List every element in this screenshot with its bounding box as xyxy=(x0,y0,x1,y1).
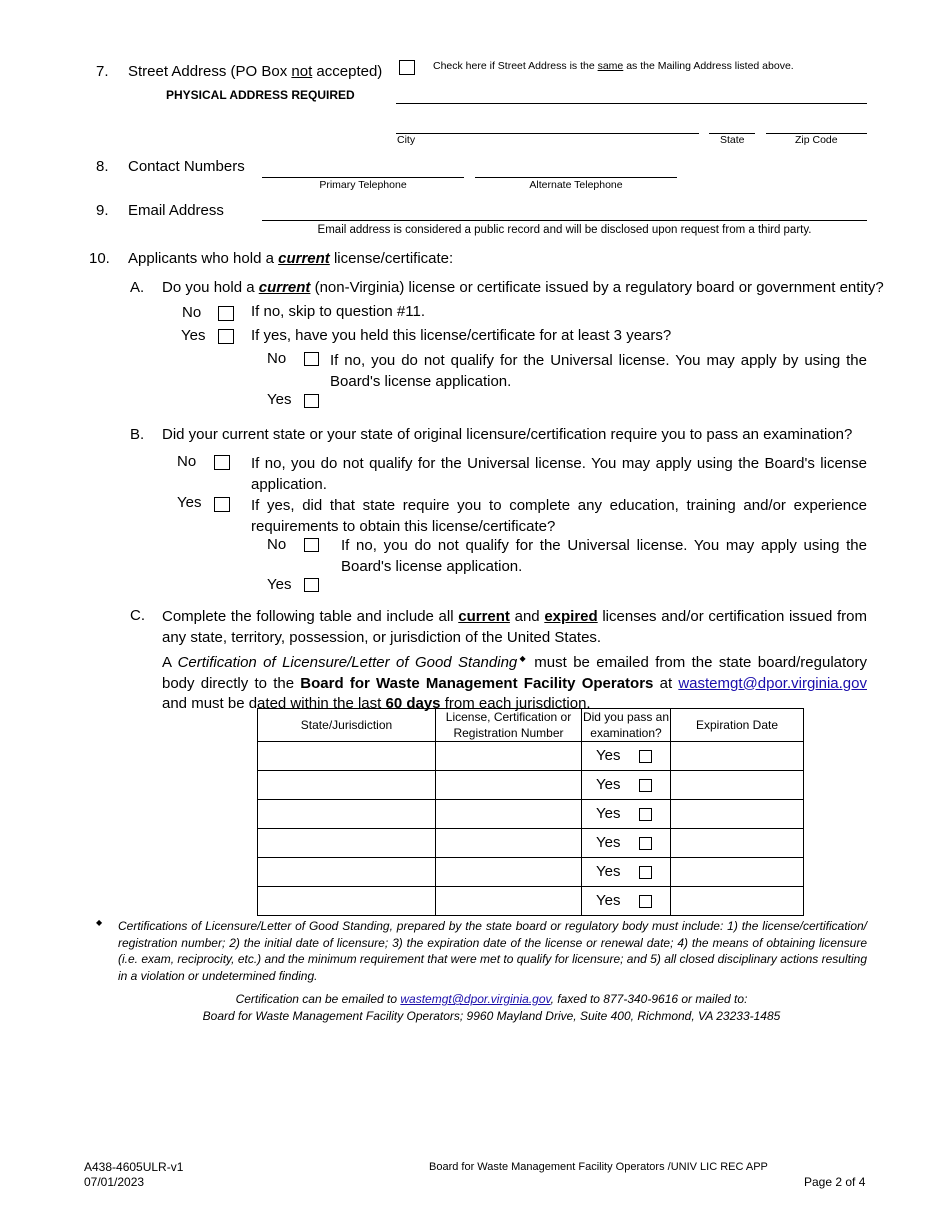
expiration-cell[interactable] xyxy=(671,800,804,829)
header-state: State/Jurisdiction xyxy=(258,709,436,742)
q10b-sub-no-label: No xyxy=(267,536,287,553)
table-row xyxy=(258,800,804,829)
header-exam: Did you pass an examination? xyxy=(582,710,670,740)
zip-label: Zip Code xyxy=(795,134,838,146)
email-field[interactable] xyxy=(262,220,867,221)
q10a-sub-no-text: If no, you do not qualify for the Universal license. You may apply by using the Board's license application. xyxy=(330,352,867,390)
board-email-link[interactable]: wastemgt@dpor.virginia.gov xyxy=(678,674,867,692)
q10b-no-label: No xyxy=(177,453,197,470)
header-license-number: License, Certification or Registration Number xyxy=(436,709,582,742)
q9-number: 9. xyxy=(96,202,109,219)
q10a-sub-yes-label: Yes xyxy=(267,391,292,408)
license-number-cell[interactable] xyxy=(436,858,582,887)
footer-center: Board for Waste Management Facility Operators /UNIV LIC REC APP xyxy=(429,1161,768,1173)
diamond-icon: ◆ xyxy=(517,654,528,663)
exam-yes-checkbox[interactable] xyxy=(639,779,652,792)
q10c-paragraph-1: Complete the following table and include all current and expired licenses and/or certification issued from any state, territory, possession, or jurisdiction of the United States. xyxy=(162,608,867,646)
q10a-no-text: If no, skip to question #11. xyxy=(251,303,426,320)
table-row xyxy=(258,887,804,916)
q10b-question: Did your current state or your state of original licensure/certification require you to pass an examination? xyxy=(162,426,853,443)
expiration-cell[interactable] xyxy=(671,858,804,887)
table-header-row xyxy=(258,709,804,742)
header-expiration: Expiration Date xyxy=(671,709,804,742)
exam-cell: Yes xyxy=(582,771,671,800)
same-address-label: Check here if Street Address is the same as the Mailing Address listed above. xyxy=(433,60,794,72)
q10a-sub-no-label: No xyxy=(267,350,287,367)
exam-cell: Yes xyxy=(582,742,671,771)
q10b-sub-yes-checkbox[interactable] xyxy=(304,578,319,592)
table-row xyxy=(258,742,804,771)
expiration-cell[interactable] xyxy=(671,829,804,858)
q10-number: 10. xyxy=(89,250,110,267)
q10-label: Applicants who hold a current license/certificate: xyxy=(128,250,454,267)
q10b-yes-label: Yes xyxy=(177,494,202,511)
primary-telephone-label: Primary Telephone xyxy=(319,179,407,191)
q10a-question: Do you hold a current (non-Virginia) license or certificate issued by a regulatory board or government entity? xyxy=(162,279,884,296)
footnote-address: Board for Waste Management Facility Operators; 9960 Mayland Drive, Suite 400, Richmond, VA 23233-1485 xyxy=(202,1009,781,1023)
exam-cell: Yes xyxy=(582,829,671,858)
q10a-no-checkbox[interactable] xyxy=(218,306,234,321)
q9-label: Email Address xyxy=(128,202,224,219)
table-row xyxy=(258,858,804,887)
state-cell[interactable] xyxy=(258,829,436,858)
alternate-telephone-field[interactable] xyxy=(475,177,677,178)
table-row xyxy=(258,829,804,858)
alternate-telephone-label: Alternate Telephone xyxy=(529,179,623,191)
table-row xyxy=(258,771,804,800)
license-number-cell[interactable] xyxy=(436,829,582,858)
exam-yes-checkbox[interactable] xyxy=(639,837,652,850)
form-date: 07/01/2023 xyxy=(84,1175,145,1189)
q10b-no-checkbox[interactable] xyxy=(214,455,230,470)
license-table xyxy=(257,708,804,916)
city-field[interactable] xyxy=(396,133,699,134)
state-cell[interactable] xyxy=(258,800,436,829)
city-label: City xyxy=(397,134,416,146)
state-cell[interactable] xyxy=(258,742,436,771)
expiration-cell[interactable] xyxy=(671,771,804,800)
state-cell[interactable] xyxy=(258,771,436,800)
page-number: Page 2 of 4 xyxy=(804,1175,866,1189)
state-label: State xyxy=(720,134,745,146)
q10a-letter: A. xyxy=(130,279,145,296)
q7-label: Street Address (PO Box not accepted) xyxy=(128,63,383,80)
footnote-email-line: Certification can be emailed to wastemgt@dpor.virginia.gov, faxed to 877-340-9616 or mailed to: xyxy=(235,992,748,1006)
q10c-paragraph-2: A Certification of Licensure/Letter of Good Standing◆ must be emailed from the state board/regulatory body directly to the Board for Waste Management Facility Operators at wastemgt@dpor.virginia.gov and must be dated within the last 60 days from each jurisdiction. xyxy=(162,654,867,712)
license-number-cell[interactable] xyxy=(436,771,582,800)
license-number-cell[interactable] xyxy=(436,887,582,916)
exam-yes-checkbox[interactable] xyxy=(639,866,652,879)
q10c-letter: C. xyxy=(130,607,145,624)
footnote-bullet-icon: ◆ xyxy=(96,918,103,927)
expiration-cell[interactable] xyxy=(671,742,804,771)
email-note: Email address is considered a public record and will be disclosed upon request from a third party. xyxy=(317,224,812,236)
footnote-email-link[interactable]: wastemgt@dpor.virginia.gov xyxy=(400,992,551,1006)
exam-cell: Yes xyxy=(582,858,671,887)
primary-telephone-field[interactable] xyxy=(262,177,464,178)
q10b-yes-checkbox[interactable] xyxy=(214,497,230,512)
q10a-yes-checkbox[interactable] xyxy=(218,329,234,344)
exam-yes-checkbox[interactable] xyxy=(639,750,652,763)
exam-yes-checkbox[interactable] xyxy=(639,808,652,821)
expiration-cell[interactable] xyxy=(671,887,804,916)
state-cell[interactable] xyxy=(258,887,436,916)
q8-label: Contact Numbers xyxy=(128,158,245,175)
q8-number: 8. xyxy=(96,158,109,175)
q10b-yes-text: If yes, did that state require you to complete any education, training and/or experience requirements to obtain this license/certificate? xyxy=(251,497,867,535)
same-address-checkbox[interactable] xyxy=(399,60,415,75)
q10a-no-label: No xyxy=(182,304,202,321)
q7-sublabel: PHYSICAL ADDRESS REQUIRED xyxy=(166,88,355,102)
q10b-sub-no-checkbox[interactable] xyxy=(304,538,319,552)
q10b-no-text: If no, you do not qualify for the Universal license. You may apply using the Board's license application. xyxy=(251,455,867,493)
exam-cell: Yes xyxy=(582,887,671,916)
exam-yes-checkbox[interactable] xyxy=(639,895,652,908)
license-number-cell[interactable] xyxy=(436,800,582,829)
form-id: A438-4605ULR-v1 xyxy=(84,1160,184,1174)
q10a-sub-yes-checkbox[interactable] xyxy=(304,394,319,408)
street-address-field[interactable] xyxy=(396,103,867,104)
q10a-sub-no-checkbox[interactable] xyxy=(304,352,319,366)
footnote-text: Certifications of Licensure/Letter of Good Standing, prepared by the state board or regulatory body must include: 1) the license/certification/ registration number; 2) the initial date of licensure; 3) the expiration date of the license or renewal date; 4) the means of obtaining licensure (i.e. exam, reciprocity, etc.) and the minimum requirement that were met to qualify for licensure; and 5) all closed disciplinary actions resulting in a violation or undetermined finding. xyxy=(118,919,867,983)
q10b-sub-no-text: If no, you do not qualify for the Universal license. You may apply using the Board's license application. xyxy=(341,537,867,575)
q10b-sub-yes-label: Yes xyxy=(267,576,292,593)
q10a-yes-text: If yes, have you held this license/certificate for at least 3 years? xyxy=(251,327,672,344)
state-cell[interactable] xyxy=(258,858,436,887)
q7-number: 7. xyxy=(96,63,109,80)
q10b-letter: B. xyxy=(130,426,145,443)
license-number-cell[interactable] xyxy=(436,742,582,771)
q10a-yes-label: Yes xyxy=(181,327,206,344)
exam-cell: Yes xyxy=(582,800,671,829)
